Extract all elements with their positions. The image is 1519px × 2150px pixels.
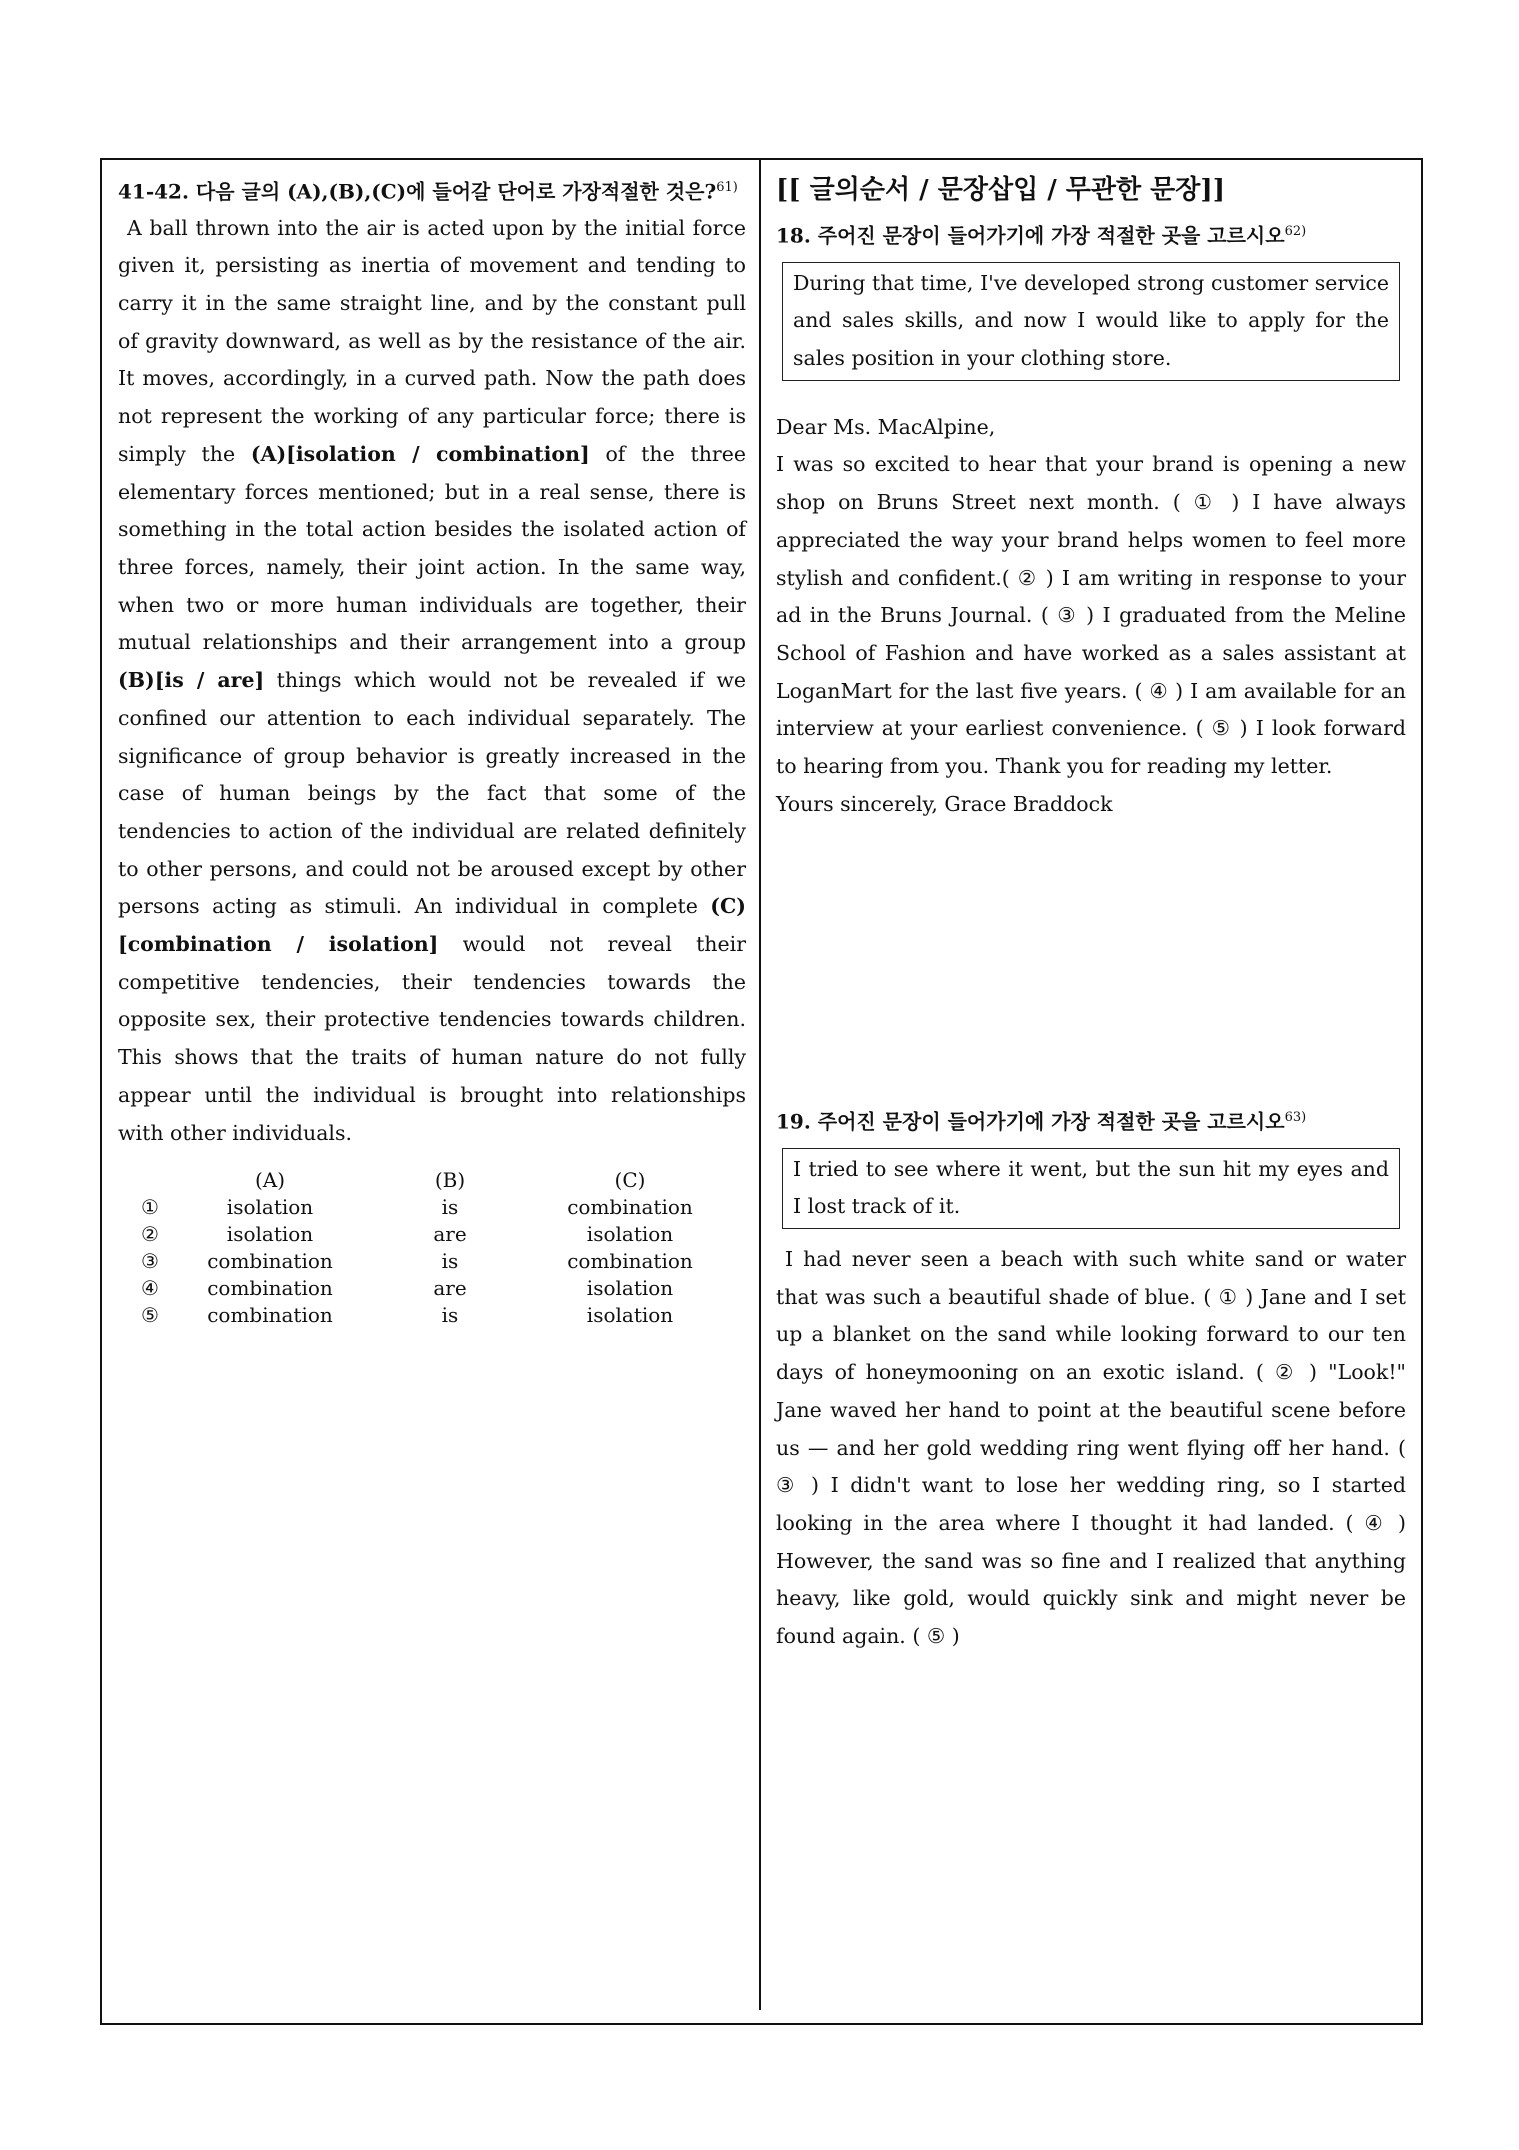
q41-footnote: 61) xyxy=(716,180,738,195)
choice-c: isolation xyxy=(586,1302,674,1327)
choice-row[interactable] xyxy=(130,1220,730,1247)
q19-given-sentence-box: I tried to see where it went, but the sun hit my eyes and I lost track of it. xyxy=(782,1148,1400,1229)
column-divider xyxy=(759,158,761,2010)
choice-row[interactable] xyxy=(130,1247,730,1274)
q18-given-sentence-box: During that time, I've developed strong customer service and sales skills, and now I would like to apply for the sales position in your clothing store. xyxy=(782,262,1400,381)
choice-number: ① xyxy=(141,1194,159,1219)
choice-b: is xyxy=(441,1302,459,1327)
left-column xyxy=(118,170,746,1328)
q19-header-text: 19. 주어진 문장이 들어가기에 가장 적절한 곳을 고르시오 xyxy=(776,1109,1285,1134)
q18-footnote: 62) xyxy=(1284,224,1307,239)
choice-a: combination xyxy=(207,1248,333,1273)
choice-a: isolation xyxy=(226,1221,314,1246)
q19-passage: I had never seen a beach with such white sand or water that was such a beautiful shade of blue. ( ① ) Jane and I set up a blanket on the sand while looking forward to our ten days of honeymooning on an exotic island. ( ② ) "Look!" Jane waved her hand to point at the beautiful scene before us — and her gold wedding ring went flying off her hand. ( ③ ) I didn't want to lose her wedding ring, so I started looking in the area where I thought it had landed. ( ④ ) However, the sand was so fine and I realized that anything heavy, like gold, would quickly sink and might never be found again. ( ⑤ ) xyxy=(776,1247,1406,1649)
col-header-b: (B) xyxy=(434,1167,466,1192)
letter-body: I was so excited to hear that your brand is opening a new shop on Bruns Street next month. ( ① ) I have always appreciated the way your brand helps women to feel more stylish and confident.( ② ) I am writing in response to your ad in the Bruns Journal. ( ③ ) I graduated from the Meline School of Fashion and have worked as a sales assistant at LoganMart for the last five years. ( ④ ) I am available for an interview at your earliest convenience. ( ⑤ ) I look forward to hearing from you. Thank you for reading my letter. xyxy=(776,452,1406,779)
choice-number: ③ xyxy=(141,1248,159,1273)
choice-c: isolation xyxy=(586,1221,674,1246)
choice-b: are xyxy=(433,1275,467,1300)
choice-a: combination xyxy=(207,1302,333,1327)
choice-b: are xyxy=(433,1221,467,1246)
letter-greeting: Dear Ms. MacAlpine, xyxy=(776,414,996,439)
section-title: [[ 글의순서 / 문장삽입 / 무관한 문장]] xyxy=(776,175,1226,205)
choice-a: isolation xyxy=(226,1194,314,1219)
choice-c: combination xyxy=(567,1194,693,1219)
q41-header-text: 41-42. 다음 글의 (A),(B),(C)에 들어갈 단어로 가장적절한 것은? xyxy=(118,179,717,204)
col-header-a: (A) xyxy=(254,1167,286,1192)
q19-header xyxy=(776,1100,1406,1140)
choice-number: ④ xyxy=(141,1275,159,1300)
passage-part-3: things which would not be revealed if we confined our attention to each individual separately. The significance of group behavior is greatly increased in the case of human beings by the fact that some of the tendencies to action of the individual are related definitely to other persons, and could not be aroused except by other persons acting as stimuli. An individual in complete xyxy=(118,668,746,919)
choice-a: combination xyxy=(207,1275,333,1300)
q19-block xyxy=(776,1100,1406,1656)
letter-closing: Yours sincerely, Grace Braddock xyxy=(776,791,1113,816)
choice-row[interactable] xyxy=(130,1301,730,1328)
choice-c: isolation xyxy=(586,1275,674,1300)
q41-passage xyxy=(118,210,746,1153)
choice-b: is xyxy=(441,1194,459,1219)
right-column xyxy=(776,170,1406,1649)
blank-c: (C)[combination / isolation] xyxy=(118,894,746,957)
passage-part-4: would not reveal their competitive tendencies, their tendencies towards the opposite sex, their protective tendencies towards children. This shows that the traits of human nature do not fully appear until the individual is brought into relationships with other individuals. xyxy=(118,932,746,1145)
choice-row[interactable] xyxy=(130,1193,730,1220)
passage-part-1: A ball thrown into the air is acted upon by the initial force given it, persisting as inertia of movement and tending to carry it in the same straight line, and by the constant pull of gravity downward, as well as by the resistance of the air. It moves, accordingly, in a curved path. Now the path does not represent the working of any particular force; there is simply the xyxy=(118,215,746,466)
choice-b: is xyxy=(441,1248,459,1273)
passage-part-2: of the three elementary forces mentioned; but in a real sense, there is something in the total action besides the isolated action of three forces, namely, their joint action. In the same way, when two or more human individuals are together, their mutual relationships and their arrangement into a group xyxy=(118,441,746,655)
blank-a: (A)[isolation / combination] xyxy=(250,441,590,466)
choice-number: ② xyxy=(141,1221,159,1246)
choice-number: ⑤ xyxy=(141,1302,159,1327)
col-header-c: (C) xyxy=(614,1167,646,1192)
q18-header xyxy=(776,214,1406,254)
choice-row[interactable] xyxy=(130,1274,730,1301)
answer-choices-table xyxy=(130,1166,730,1328)
q41-header xyxy=(118,170,746,210)
q18-header-text: 18. 주어진 문장이 들어가기에 가장 적절한 곳을 고르시오 xyxy=(776,223,1285,248)
blank-b: (B)[is / are] xyxy=(118,668,265,693)
q19-footnote: 63) xyxy=(1284,1110,1307,1125)
choices-header-row xyxy=(130,1166,730,1193)
q18-letter xyxy=(776,409,1406,824)
choice-c: combination xyxy=(567,1248,693,1273)
